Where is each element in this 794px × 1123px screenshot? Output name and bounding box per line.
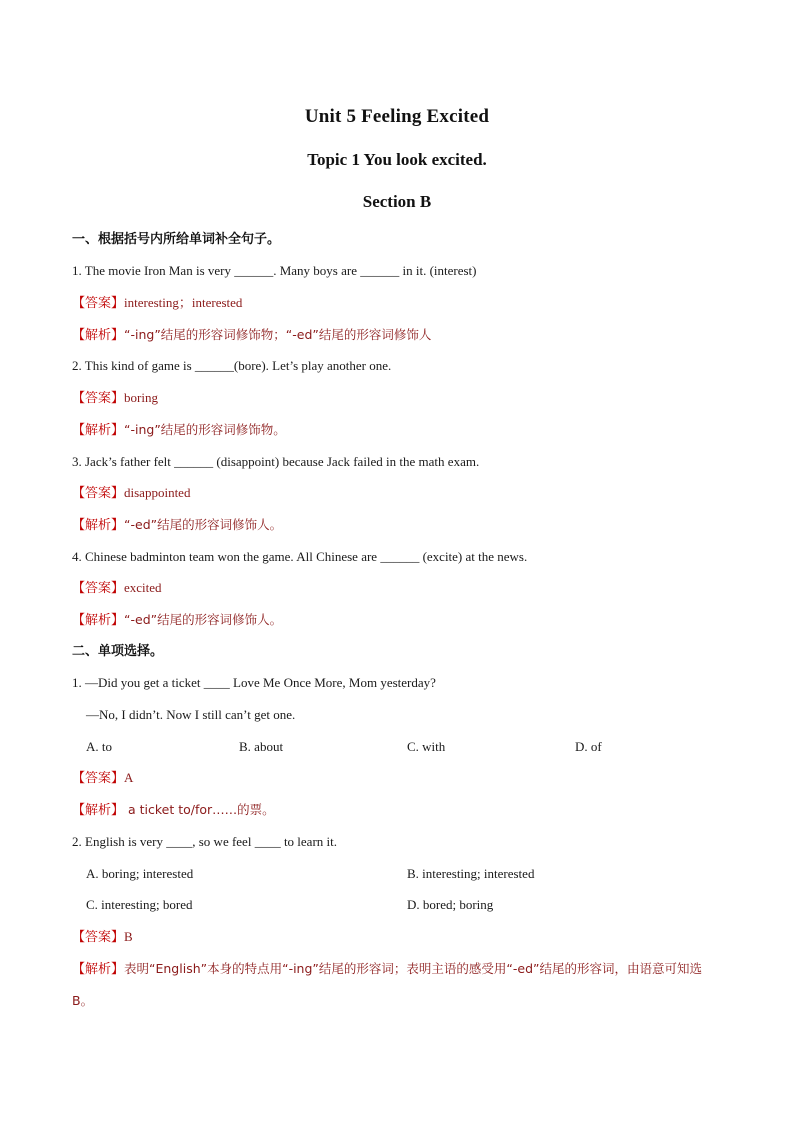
mc2-option-c[interactable]: C. interesting; bored xyxy=(86,897,193,912)
answer-label: 【答案】 xyxy=(72,581,125,596)
answer-label: 【答案】 xyxy=(72,296,125,311)
mc-question-1: 1. —Did you get a ticket ____ Love Me Once More, Mom yesterday? xyxy=(72,675,436,690)
mc1-option-a[interactable]: A. to xyxy=(86,739,112,754)
part1-heading: 一、根据括号内所给单词补全句子。 xyxy=(72,232,281,247)
analysis-text: “-ing”结尾的形容词修饰物；“-ed”结尾的形容词修饰人 xyxy=(124,327,432,342)
analysis-label: 【解析】 xyxy=(72,803,125,818)
analysis-1 xyxy=(72,326,431,345)
answer-label: 【答案】 xyxy=(72,391,125,406)
part2-heading: 二、单项选择。 xyxy=(72,644,164,659)
answer-3 xyxy=(72,484,190,503)
mc2-option-b[interactable]: B. interesting; interested xyxy=(407,866,535,881)
analysis-text: “-ing”结尾的形容词修饰物。 xyxy=(124,422,286,437)
analysis-label: 【解析】 xyxy=(72,423,125,438)
analysis-2 xyxy=(72,421,286,440)
mc-question-2: 2. English is very ____, so we feel ____ to learn it. xyxy=(72,834,338,849)
answer-label: 【答案】 xyxy=(72,486,125,501)
question-4: 4. Chinese badminton team won the game. All Chinese are ______ (excite) at the news. xyxy=(72,549,528,564)
mc1-option-c[interactable]: C. with xyxy=(407,739,446,754)
answer-label: 【答案】 xyxy=(72,930,125,945)
mc1-option-d[interactable]: D. of xyxy=(575,739,602,754)
answer-text: boring xyxy=(124,390,158,405)
question-2: 2. This kind of game is ______(bore). Let’s play another one. xyxy=(72,358,392,373)
mc-question-1-reply: —No, I didn’t. Now I still can’t get one. xyxy=(86,707,296,722)
analysis-text: a ticket to/for……的票。 xyxy=(124,802,275,817)
unit-title: Unit 5 Feeling Excited xyxy=(304,106,490,127)
analysis-label: 【解析】 xyxy=(72,962,125,977)
mc2-option-d[interactable]: D. bored; boring xyxy=(407,897,494,912)
analysis-text: “-ed”结尾的形容词修饰人。 xyxy=(124,612,283,627)
analysis-label: 【解析】 xyxy=(72,328,125,343)
analysis-text: “-ed”结尾的形容词修饰人。 xyxy=(124,517,283,532)
mc-answer-1 xyxy=(72,769,133,788)
analysis-label: 【解析】 xyxy=(72,613,125,628)
mc-analysis-1 xyxy=(72,801,275,820)
answer-text: interesting；interested xyxy=(124,295,243,310)
question-1: 1. The movie Iron Man is very ______. Many boys are ______ in it. (interest) xyxy=(72,263,477,278)
topic-title: Topic 1 You look excited. xyxy=(307,150,487,169)
answer-text: B xyxy=(124,929,133,944)
analysis-4 xyxy=(72,611,282,630)
mc-answer-2 xyxy=(72,928,133,947)
analysis-3 xyxy=(72,516,282,535)
question-3: 3. Jack’s father felt ______ (disappoint) because Jack failed in the math exam. xyxy=(72,454,480,469)
mc2-option-a[interactable]: A. boring; interested xyxy=(86,866,194,881)
answer-text: disappointed xyxy=(124,485,191,500)
answer-2 xyxy=(72,389,158,408)
analysis-text: 表明“English”本身的特点用“-ing”结尾的形容词；表明主语的感受用“-ed”结尾的形容词，由语意可知选 B。 xyxy=(72,961,702,1008)
answer-text: A xyxy=(124,770,134,785)
mc-analysis-2 xyxy=(72,953,727,1016)
mc1-option-b[interactable]: B. about xyxy=(239,739,284,754)
analysis-label: 【解析】 xyxy=(72,518,125,533)
section-title: Section B xyxy=(362,192,432,211)
answer-text: excited xyxy=(124,580,162,595)
answer-label: 【答案】 xyxy=(72,771,125,786)
answer-4 xyxy=(72,579,162,598)
answer-1 xyxy=(72,294,242,313)
